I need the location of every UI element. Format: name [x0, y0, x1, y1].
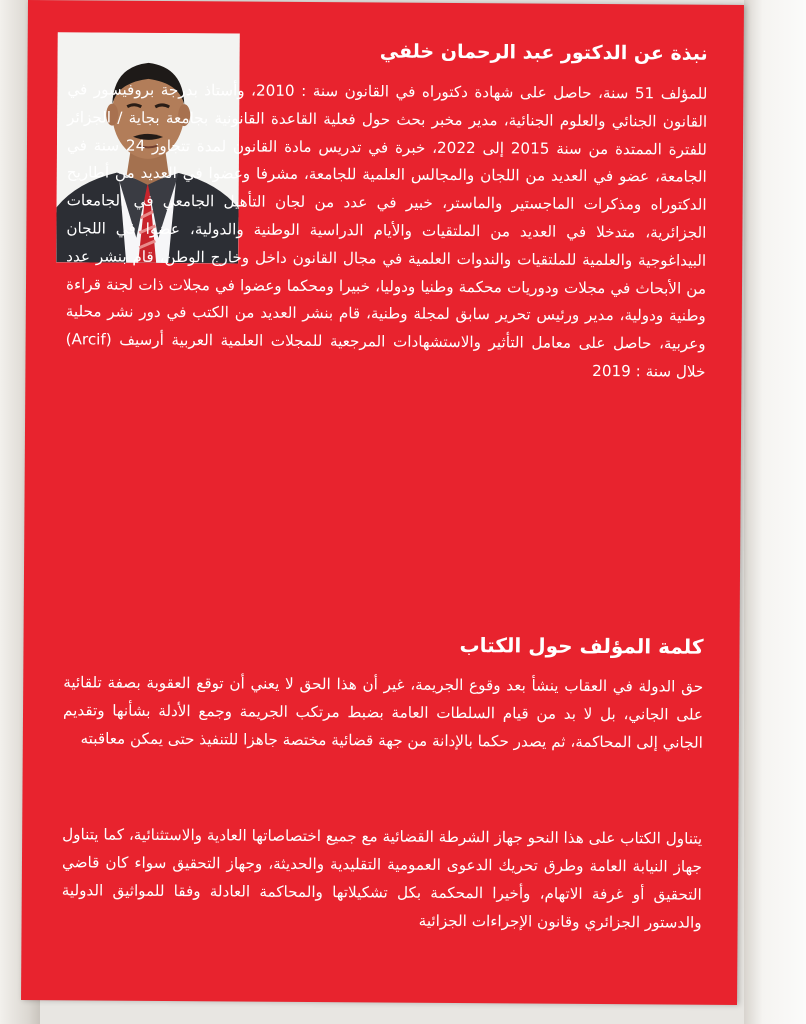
book-section-title: كلمة المؤلف حول الكتاب	[459, 633, 704, 659]
author-bio: للمؤلف 51 سنة، حاصل على شهادة دكتوراه في القانون سنة : 2010، وأستاذ بدرجة بروفيسور في القانون الجنائي والعلوم الجنائية، مدير مخبر بحث حول فعلية القاعدة القانونية بجامعة بجاية / الجزائر للفترة الممتدة من سنة 2015 إلى 2022، خبرة في تدريس مادة القانون لمدة تتجاوز 24 سنة في الجامعة، عضو في العديد من اللجان والمجالس العلمية للجامعة، مشرفا وعضوا في العديد من أطاريح الدكتوراه ومذكرات الماجستير والماستر، خبير في عدد من لجان التأهيل الجامعي في الجامعات الجزائرية، متدخلا في العديد من الملتقيات والأيام الدراسية الوطنية والدولية، عضوا في اللجان البيداغوجية والعلمية للملتقيات والندوات العلمية في مجال القانون داخل وخارج الوطن، قام بنشر عدد من الأبحاث في مجلات ودوريات محكمة وطنيا ودوليا، خبيرا ومحكما وعضوا في مجلات ذات لجنة قراءة وطنية ودولية، مدير ورئيس تحرير سابق لمجلة وطنية، قام بنشر العديد من الكتب في دور نشر محلية وعربية، حاصل على معامل التأثير والاستشهادات المرجعية للمجلات العلمية العربية أرسيف (Arcif) خلال سنة : 2019	[65, 80, 708, 381]
book-back-cover	[21, 0, 744, 1005]
page-edge-right	[744, 0, 806, 1024]
author-section-title: نبذة عن الدكتور عبد الرحمان خلفي	[379, 40, 708, 65]
book-description-paragraph-2: يتناول الكتاب على هذا النحو جهاز الشرطة القضائية مع جميع اختصاصاتها العادية والاستثنائية، كما يتناول جهاز النيابة العامة وطرق تحريك الدعوى العمومية التقليدية والحديثة، وجهاز التحقيق سواء كان قاضي التحقيق أو غرفة الاتهام، وأخيرا المحكمة بكل تشكيلاتها والمحاكمة العادلة وفقا للمواثيق الدولية والدستور الجزائري وقانون الإجراءات الجزائية	[61, 825, 703, 932]
book-description-paragraph-1: حق الدولة في العقاب ينشأ بعد وقوع الجريمة، غير أن هذا الحق لا يعني أن توقع العقوبة بصفة تلقائية على الجاني، بل لا بد من قيام السلطات العامة بضبط مرتكب الجريمة وجمع الأدلة بشأنها وتقديم الجاني إلى المحاكمة، ثم يصدر حكما بالإدانة من جهة قضائية مختصة جاهزا للتنفيذ حتى يمكن معاقبته	[62, 673, 704, 752]
